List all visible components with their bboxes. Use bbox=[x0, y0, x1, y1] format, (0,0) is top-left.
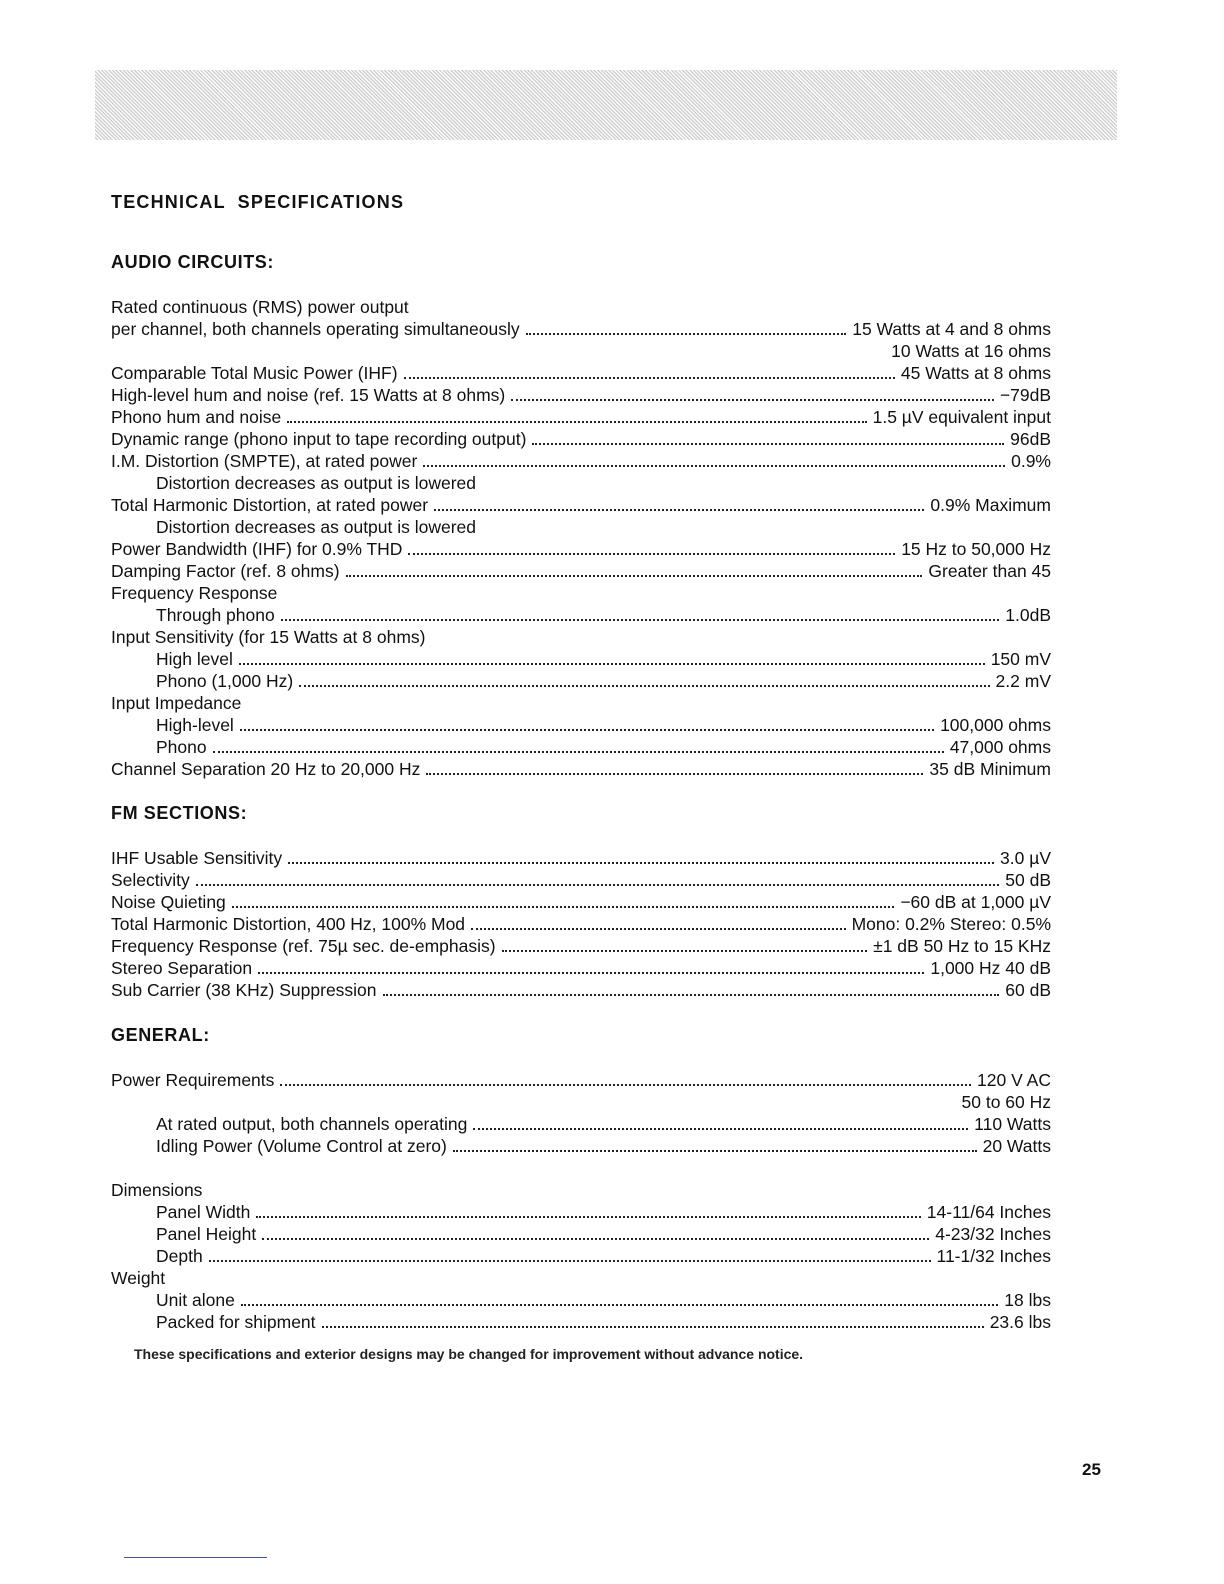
fm-spec-list bbox=[111, 847, 1051, 1001]
spec-row bbox=[111, 913, 1051, 935]
spec-label: Phono bbox=[156, 737, 207, 757]
dot-leader bbox=[196, 884, 999, 886]
spec-value: 2.2 mV bbox=[995, 671, 1051, 691]
dot-leader bbox=[408, 553, 895, 555]
spec-value: 11-1/32 Inches bbox=[936, 1246, 1051, 1266]
spec-label: Depth bbox=[156, 1246, 203, 1266]
page-number: 25 bbox=[1082, 1460, 1101, 1479]
spec-label: At rated output, both channels operating bbox=[156, 1114, 468, 1134]
dot-leader bbox=[241, 1304, 998, 1306]
spec-row bbox=[111, 538, 1051, 560]
spec-label: Phono hum and noise bbox=[111, 407, 282, 427]
dot-leader bbox=[532, 443, 1004, 445]
spec-label: Comparable Total Music Power (IHF) bbox=[111, 363, 398, 383]
spec-label: Dimensions bbox=[111, 1180, 203, 1200]
spec-row bbox=[111, 1245, 1051, 1267]
spec-value: 120 V AC bbox=[977, 1070, 1051, 1090]
spec-row bbox=[111, 296, 1051, 318]
spec-label: Sub Carrier (38 KHz) Suppression bbox=[111, 980, 377, 1000]
dot-leader bbox=[473, 1128, 968, 1130]
spec-note: Distortion decreases as output is lowered bbox=[156, 473, 477, 493]
spec-label: Frequency Response bbox=[111, 583, 278, 603]
spec-value: 1.5 µV equivalent input bbox=[872, 407, 1051, 427]
spec-label: High-level bbox=[156, 715, 234, 735]
spec-row bbox=[111, 891, 1051, 913]
dot-leader bbox=[280, 1084, 971, 1086]
spec-row bbox=[111, 1113, 1051, 1135]
spec-label: Frequency Response (ref. 75µ sec. de-emphasis) bbox=[111, 936, 496, 956]
spec-value: 18 lbs bbox=[1004, 1290, 1051, 1310]
spec-row bbox=[111, 670, 1051, 692]
spec-row bbox=[111, 979, 1051, 1001]
spec-row bbox=[111, 957, 1051, 979]
spec-row bbox=[111, 1069, 1051, 1091]
dot-leader bbox=[453, 1150, 977, 1152]
spec-label: Power Requirements bbox=[111, 1070, 275, 1090]
spec-value: 47,000 ohms bbox=[949, 737, 1051, 757]
spec-row bbox=[111, 472, 1051, 494]
spec-row bbox=[111, 318, 1051, 340]
dot-leader bbox=[434, 509, 924, 511]
spec-label: Idling Power (Volume Control at zero) bbox=[156, 1136, 447, 1156]
dot-leader bbox=[471, 928, 846, 930]
dot-leader bbox=[404, 377, 895, 379]
dot-leader bbox=[423, 465, 1005, 467]
spec-value: 20 Watts bbox=[982, 1136, 1051, 1156]
spec-row bbox=[111, 1201, 1051, 1223]
dot-leader bbox=[526, 333, 847, 335]
spec-label: Panel Width bbox=[156, 1202, 251, 1222]
spec-value: Greater than 45 bbox=[928, 561, 1051, 581]
spec-row bbox=[111, 406, 1051, 428]
dot-leader bbox=[299, 685, 989, 687]
spec-value: −60 dB at 1,000 µV bbox=[900, 892, 1051, 912]
spec-row bbox=[111, 494, 1051, 516]
audio-spec-list bbox=[111, 296, 1051, 780]
spec-row bbox=[111, 736, 1051, 758]
disclaimer-note: These specifications and exterior designs may be changed for improvement without advance notice. bbox=[134, 1346, 804, 1362]
spec-label: Stereo Separation bbox=[111, 958, 253, 978]
spec-row bbox=[111, 1267, 1051, 1289]
spec-row bbox=[111, 758, 1051, 780]
spec-row bbox=[111, 1135, 1051, 1157]
spec-value: 100,000 ohms bbox=[940, 715, 1051, 735]
spec-value: −79dB bbox=[999, 385, 1051, 405]
spec-value: 10 Watts at 16 ohms bbox=[891, 341, 1051, 361]
footer-rule bbox=[124, 1557, 267, 1558]
spec-label: Dynamic range (phono input to tape recording output) bbox=[111, 429, 527, 449]
spec-value: 1,000 Hz 40 dB bbox=[930, 958, 1051, 978]
spec-row bbox=[111, 869, 1051, 891]
spec-label: High-level hum and noise (ref. 15 Watts at 8 ohms) bbox=[111, 385, 506, 405]
spec-row bbox=[111, 1289, 1051, 1311]
audio-circuits-heading: AUDIO CIRCUITS: bbox=[111, 252, 274, 272]
dot-leader bbox=[288, 862, 994, 864]
spec-value: 15 Hz to 50,000 Hz bbox=[901, 539, 1051, 559]
spec-value: 4-23/32 Inches bbox=[935, 1224, 1051, 1244]
spec-row bbox=[111, 582, 1051, 604]
spec-label: Phono (1,000 Hz) bbox=[156, 671, 294, 691]
dot-leader bbox=[322, 1326, 984, 1328]
general-spec-list bbox=[111, 1069, 1051, 1333]
spec-value: 110 Watts bbox=[974, 1114, 1051, 1134]
spec-label: per channel, both channels operating simultaneously bbox=[111, 319, 520, 339]
spec-value: 15 Watts at 4 and 8 ohms bbox=[852, 319, 1051, 339]
spec-label: Power Bandwidth (IHF) for 0.9% THD bbox=[111, 539, 403, 559]
dot-leader bbox=[262, 1238, 929, 1240]
dot-leader bbox=[239, 663, 985, 665]
dot-leader bbox=[511, 399, 994, 401]
spec-value: 23.6 lbs bbox=[989, 1312, 1051, 1332]
dot-leader bbox=[213, 751, 944, 753]
spec-value: 150 mV bbox=[990, 649, 1051, 669]
dot-leader bbox=[383, 994, 1000, 996]
spec-label: Channel Separation 20 Hz to 20,000 Hz bbox=[111, 759, 421, 779]
spec-label: IHF Usable Sensitivity bbox=[111, 848, 283, 868]
spec-value: 35 dB Minimum bbox=[929, 759, 1051, 779]
spec-label: Selectivity bbox=[111, 870, 190, 890]
spec-label: Total Harmonic Distortion, 400 Hz, 100% Mod bbox=[111, 914, 466, 934]
spec-value: 60 dB bbox=[1005, 980, 1051, 1000]
dot-leader bbox=[258, 972, 924, 974]
page-title: TECHNICAL SPECIFICATIONS bbox=[111, 192, 405, 212]
spec-value: 1.0dB bbox=[1005, 605, 1051, 625]
spec-row bbox=[111, 648, 1051, 670]
dot-leader bbox=[287, 421, 866, 423]
general-heading: GENERAL: bbox=[111, 1025, 210, 1045]
spec-value: 96dB bbox=[1010, 429, 1051, 449]
spec-value: 0.9% Maximum bbox=[930, 495, 1051, 515]
spec-row bbox=[111, 692, 1051, 714]
spec-value: ±1 dB 50 Hz to 15 KHz bbox=[873, 936, 1051, 956]
spec-label: Weight bbox=[111, 1268, 166, 1288]
spec-note: Distortion decreases as output is lowered bbox=[156, 517, 477, 537]
spec-label: Input Sensitivity (for 15 Watts at 8 ohms) bbox=[111, 627, 426, 647]
spec-row bbox=[111, 604, 1051, 626]
spec-value: 50 dB bbox=[1005, 870, 1051, 890]
dot-leader bbox=[426, 773, 923, 775]
dot-leader bbox=[502, 950, 868, 952]
spec-row bbox=[111, 714, 1051, 736]
dot-leader bbox=[346, 575, 923, 577]
spec-label: High level bbox=[156, 649, 233, 669]
spec-row bbox=[111, 516, 1051, 538]
spec-label: Input Impedance bbox=[111, 693, 242, 713]
spec-label: Through phono bbox=[156, 605, 275, 625]
dot-leader bbox=[256, 1216, 920, 1218]
spec-value: 50 to 60 Hz bbox=[961, 1092, 1051, 1112]
spec-row bbox=[111, 847, 1051, 869]
header-banner bbox=[95, 70, 1117, 140]
spec-row bbox=[111, 1311, 1051, 1333]
spec-row bbox=[111, 1223, 1051, 1245]
spec-label: Packed for shipment bbox=[156, 1312, 316, 1332]
dot-leader bbox=[281, 619, 1000, 621]
fm-sections-heading: FM SECTIONS: bbox=[111, 803, 248, 823]
spec-label: Damping Factor (ref. 8 ohms) bbox=[111, 561, 340, 581]
spec-row bbox=[111, 1091, 1051, 1113]
spec-row bbox=[111, 450, 1051, 472]
spec-row bbox=[111, 428, 1051, 450]
spec-label: Total Harmonic Distortion, at rated power bbox=[111, 495, 429, 515]
spec-value: Mono: 0.2% Stereo: 0.5% bbox=[851, 914, 1051, 934]
spec-row bbox=[111, 362, 1051, 384]
spec-value: 3.0 µV bbox=[1000, 848, 1051, 868]
spec-label: Noise Quieting bbox=[111, 892, 226, 912]
dot-leader bbox=[232, 906, 895, 908]
spec-label: Unit alone bbox=[156, 1290, 235, 1310]
spec-row bbox=[111, 340, 1051, 362]
spec-value: 14-11/64 Inches bbox=[926, 1202, 1051, 1222]
spec-value: 0.9% bbox=[1011, 451, 1051, 471]
spec-row bbox=[111, 626, 1051, 648]
spec-value: 45 Watts at 8 ohms bbox=[900, 363, 1051, 383]
spec-label: I.M. Distortion (SMPTE), at rated power bbox=[111, 451, 418, 471]
spec-label: Panel Height bbox=[156, 1224, 257, 1244]
spec-row bbox=[111, 560, 1051, 582]
spec-label: Rated continuous (RMS) power output bbox=[111, 297, 409, 317]
spec-row bbox=[111, 935, 1051, 957]
spec-row bbox=[111, 1179, 1051, 1201]
dot-leader bbox=[240, 729, 934, 731]
dot-leader bbox=[209, 1260, 931, 1262]
spec-row bbox=[111, 384, 1051, 406]
